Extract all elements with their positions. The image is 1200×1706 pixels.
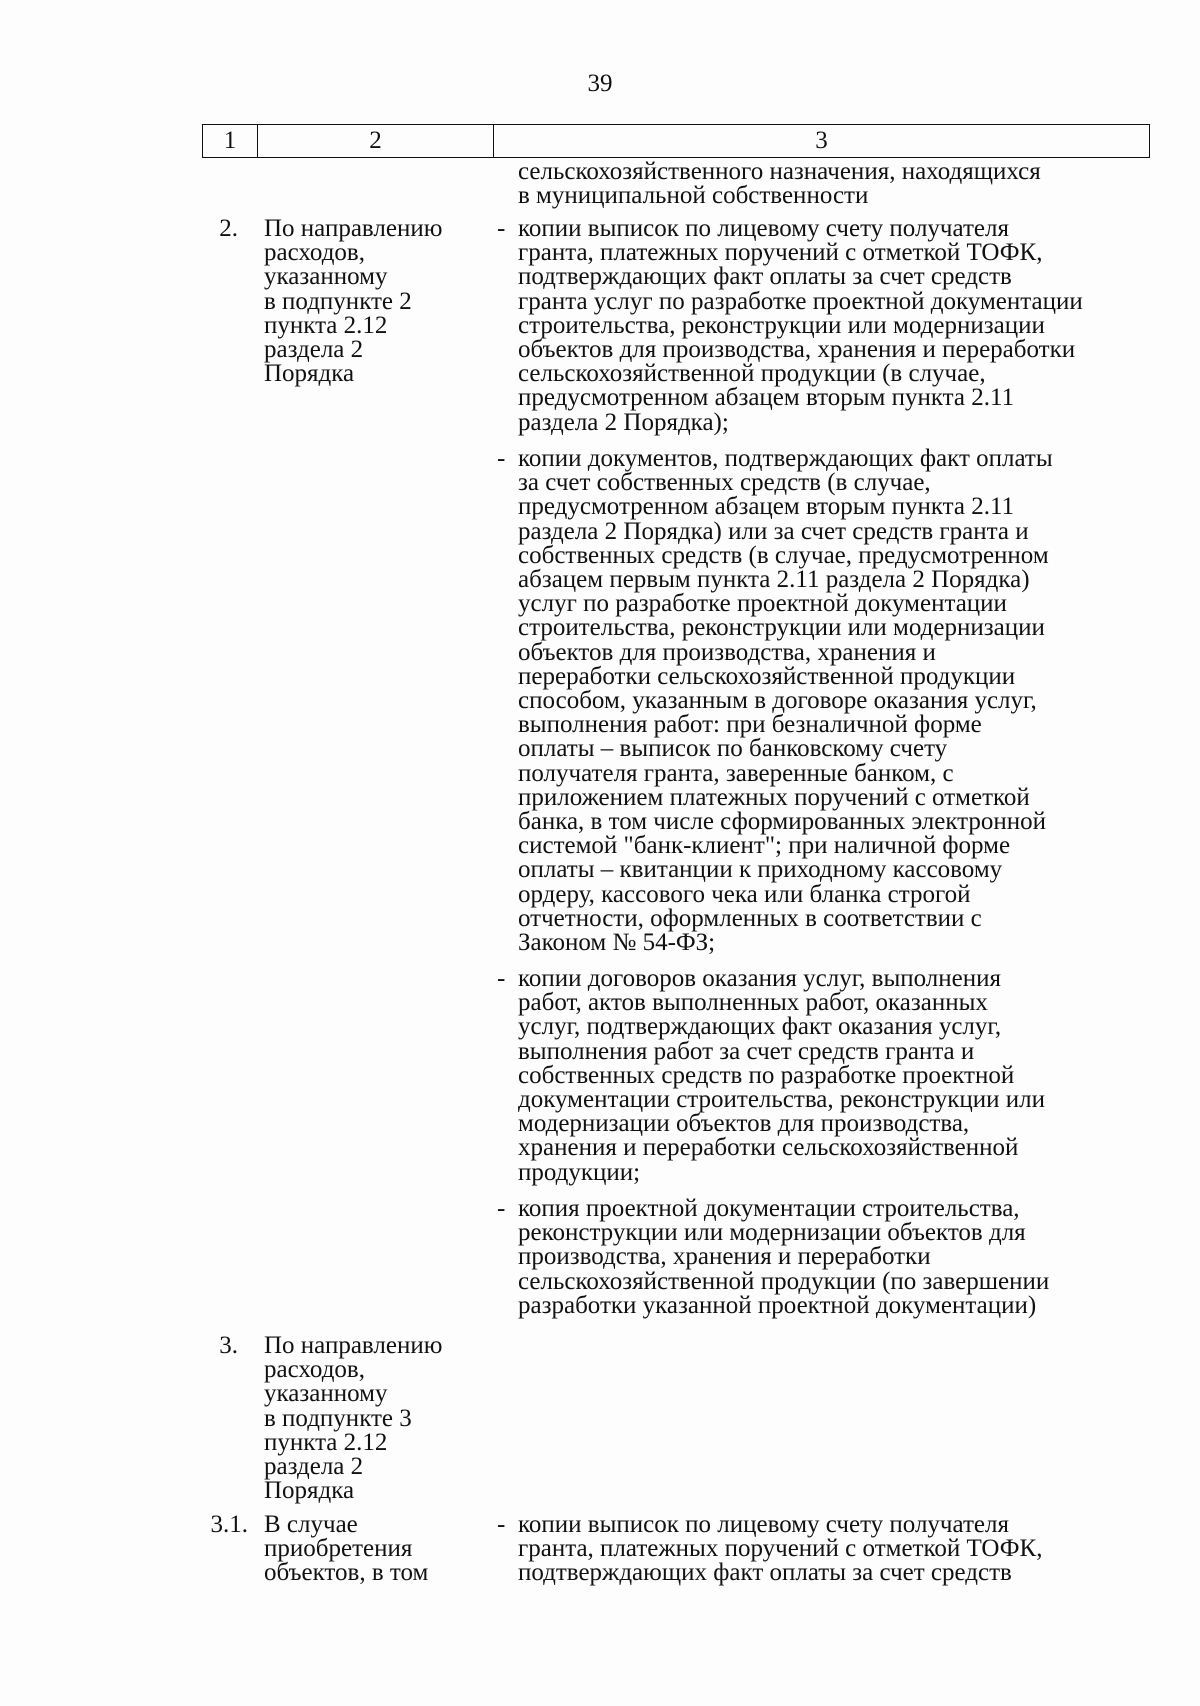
row-number: 3.: [219, 1332, 238, 1359]
row-label: По направлению расходов, указанному в подпункте 2 пункта 2.12 раздела 2 Порядка: [264, 215, 443, 388]
row-label: В случае приобретения объектов, в том: [264, 1511, 429, 1587]
bullet-text: копии договоров оказания услуг, выполнения работ, актов выполненных работ, оказанных услуг, подтверждающих факт оказания услуг, выполнения работ за счет средств гранта и собственных средств по разработке проектной документации строительства, реконструкции или модернизации объектов для производства, хранения и переработки сельскохозяйственной продукции;: [518, 965, 1046, 1186]
bullet-dash: -: [497, 445, 506, 472]
header-col-2: 2: [258, 125, 494, 157]
row-number: 3.1.: [210, 1511, 248, 1538]
bullet-text: копия проектной документации строительства, реконструкции или модернизации объектов для производства, хранения и переработки сельскохозяйственной продукции (по завершении разработки указанной проектной документации): [518, 1195, 1050, 1319]
bullet-text: копии документов, подтверждающих факт оплаты за счет собственных средств (в случае, предусмотренном абзацем вторым пункта 2.11 раздела 2 Порядка) или за счет средств гранта и собственных средств (в случае, предусмотренном абзацем первым пункта 2.11 раздела 2 Порядка) услуг по разработке проектной документации строительства, реконструкции или модернизации объектов для производства, хранения и переработки сельскохозяйственной продукции способом, указанным в договоре оказания услуг, выполнения работ: при безналичной форме оплаты – выписок по банковскому счету получателя гранта, заверенные банком, с приложением платежных поручений с отметкой банка, в том числе сформированных электронной системой "банк-клиент"; при наличной форме оплаты – квитанции к приходному кассовому ордеру, кассового чека или бланка строгой отчетности, оформленных в соответствии с Законом № 54-ФЗ;: [518, 445, 1053, 957]
bullet-dash: -: [497, 1511, 506, 1538]
bullet-text: копии выписок по лицевому счету получателя гранта, платежных поручений с отметкой ТОФК, подтверждающих факт оплаты за счет средств: [518, 1511, 1043, 1587]
table-header-row: [202, 124, 1150, 158]
row-label: По направлению расходов, указанному в подпункте 3 пункта 2.12 раздела 2 Порядка: [264, 1332, 443, 1505]
bullet-dash: -: [497, 1195, 506, 1222]
bullet-dash: -: [497, 215, 506, 242]
continuation-text: сельскохозяйственного назначения, находящихся в муниципальной собственности: [518, 158, 1041, 210]
bullet-dash: -: [497, 965, 506, 992]
row-number: 2.: [219, 215, 238, 242]
bullet-text: копии выписок по лицевому счету получателя гранта, платежных поручений с отметкой ТОФК, подтверждающих факт оплаты за счет средств гранта услуг по разработке проектной документации строительства, реконструкции или модернизации объектов для производства, хранения и переработки сельскохозяйственной продукции (в случае, предусмотренном абзацем вторым пункта 2.11 раздела 2 Порядка);: [518, 215, 1083, 436]
header-col-1: 1: [203, 125, 258, 157]
header-col-3: 3: [815, 127, 828, 154]
page-number: 39: [587, 70, 613, 97]
